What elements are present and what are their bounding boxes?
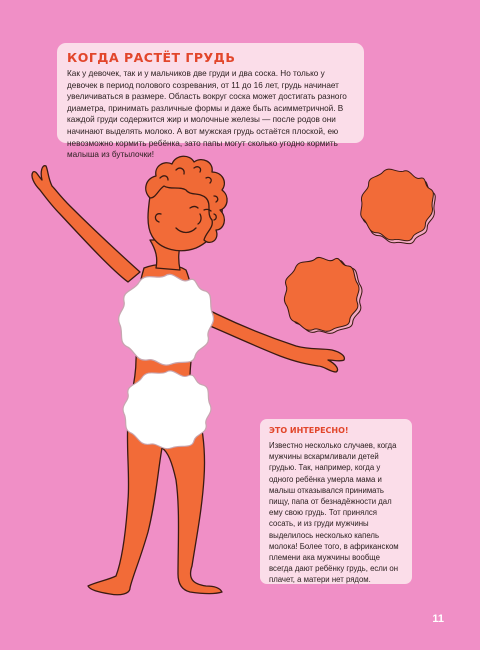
fact-box-title: ЭТО ИНТЕРЕСНО! xyxy=(269,426,349,435)
fact-box-text: Известно несколько случаев, когда мужчины вскармливали детей грудью. Так, например, когда у одного ребёнка умерла мама и малыш отказывался принимать пищу, папа от безнадёжности дал ему свою грудь. Тот принялся сосать, и из груди мужчины выделилось несколько капель молока! Более того, в африканском племени ака мужчины вообще всегда дают ребёнку грудь, если он плачет, а матери нет рядом. xyxy=(269,441,399,585)
floating-puzzle-piece-upper xyxy=(354,163,442,250)
info-panel xyxy=(57,43,364,160)
page-title: КОГДА РАСТЁТ ГРУДЬ xyxy=(67,50,236,65)
chest-puzzle-piece xyxy=(119,274,214,365)
intro-paragraph: Как у девочек, так и у мальчиков две груди и два соска. Но только у девочек в период полового созревания, от 11 до 16 лет, грудь начинает увеличиваться в размере. Область вокруг соска может достигать разного диаметра, принимать различные формы и даже быть асимметричной. В каждой груди содержится жир и молочные железы — после родов они начинают выделять молоко. А вот мужская грудь остаётся плоской, ею невозможно кормить ребёнка, зато папы могут сколько угодно кормить малыша из бутылочки! xyxy=(67,69,347,160)
fact-box xyxy=(260,419,412,584)
floating-puzzle-piece-lower xyxy=(278,251,368,340)
page-number: 11 xyxy=(432,613,444,625)
